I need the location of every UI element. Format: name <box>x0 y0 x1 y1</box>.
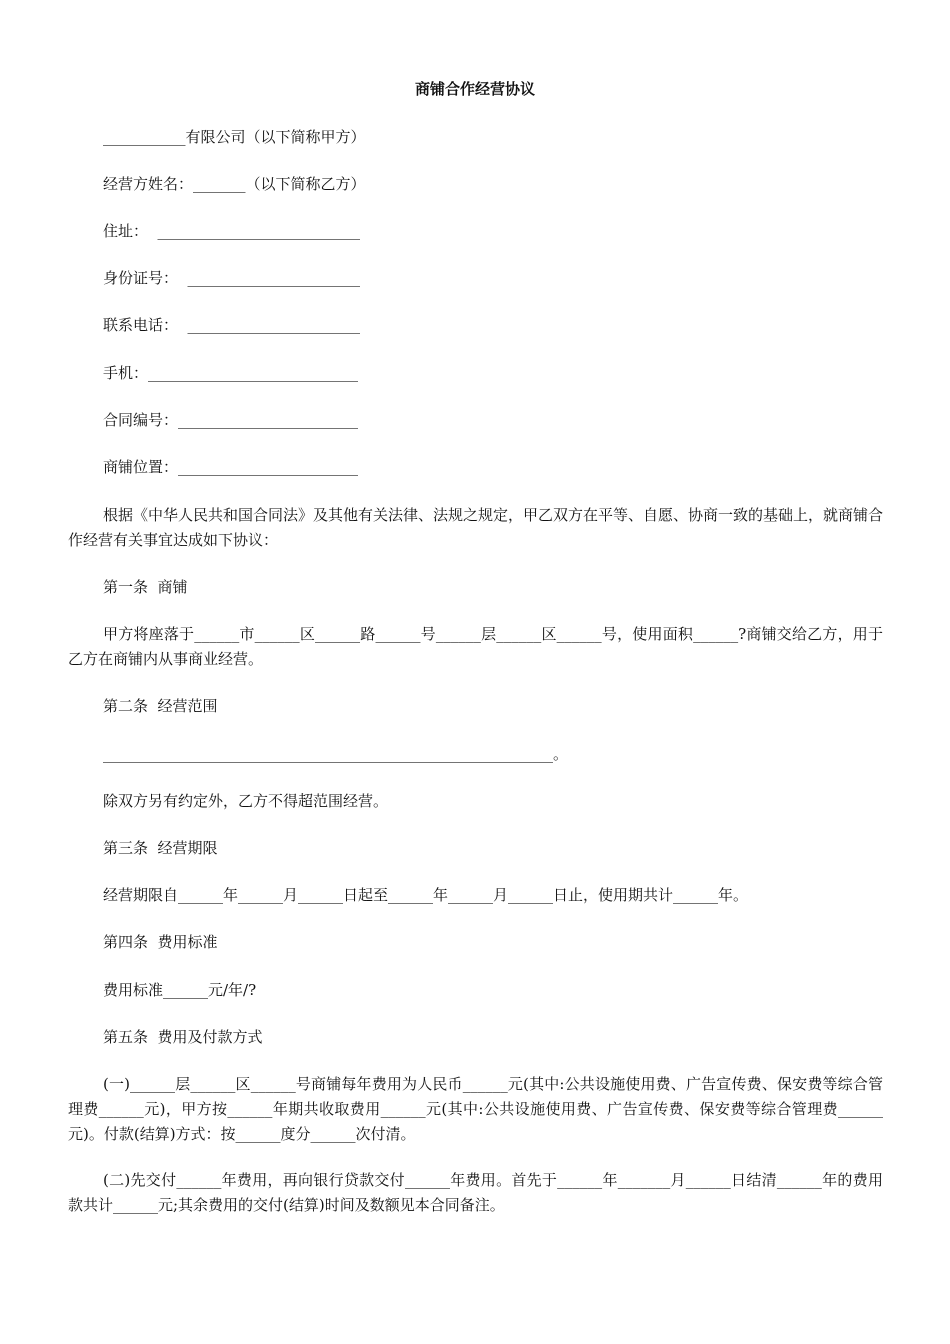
article-3-paragraph: 经营期限自______年______月______日起至______年______月______日止，使用期共计______年。 <box>103 886 749 904</box>
article-5-paragraph-1: (一)______层______区______号商铺每年费用为人民币______元(其中:公共设施使用费、广告宣传费、保安费等综合管理费______元)，甲方按______年期共收取费用______元(其中:公共设施使用费、广告宣传费、保安费等综合管理费______元)。付款(结算)方式：按______度分______次付清。 <box>68 1075 883 1143</box>
contract-number-line: 合同编号：________________________ <box>103 411 359 429</box>
article-1-paragraph: 甲方将座落于______市______区______路______号______层______区______号，使用面积______?商铺交给乙方，用于乙方在商铺内从事商业经营。 <box>68 625 883 668</box>
article-5-heading: 第五条 费用及付款方式 <box>103 1028 263 1046</box>
article-1-heading: 第一条 商铺 <box>103 578 188 596</box>
article-4-heading: 第四条 费用标准 <box>103 933 218 951</box>
preamble-paragraph: 根据《中华人民共和国合同法》及其他有关法律、法规之规定，甲乙双方在平等、自愿、协商一致的基础上，就商铺合作经营有关事宜达成如下协议： <box>68 506 884 549</box>
party-a-line: ___________有限公司（以下简称甲方） <box>103 128 366 146</box>
article-4-paragraph: 费用标准______元/年/? <box>103 981 257 999</box>
address-line: 住址： ___________________________ <box>103 222 361 240</box>
article-2-heading: 第二条 经营范围 <box>103 697 218 715</box>
article-3-heading: 第三条 经营期限 <box>103 839 218 857</box>
phone-line: 联系电话： _______________________ <box>103 316 361 334</box>
business-scope-blank: ____________________________________________________________。 <box>103 745 569 763</box>
shop-location-line: 商铺位置：________________________ <box>103 458 359 476</box>
article-2-paragraph: 除双方另有约定外，乙方不得超范围经营。 <box>103 792 389 810</box>
id-number-line: 身份证号： _______________________ <box>103 269 361 287</box>
document-title: 商铺合作经营协议 <box>414 80 535 98</box>
article-5-paragraph-2: (二)先交付______年费用，再向银行贷款交付______年费用。首先于______年_______月______日结清______年的费用款共计______元;其余费用的交付(结算)时间及数额见本合同备注。 <box>68 1171 883 1214</box>
party-b-line: 经营方姓名：_______（以下简称乙方） <box>103 175 366 193</box>
mobile-line: 手机：____________________________ <box>103 364 359 382</box>
